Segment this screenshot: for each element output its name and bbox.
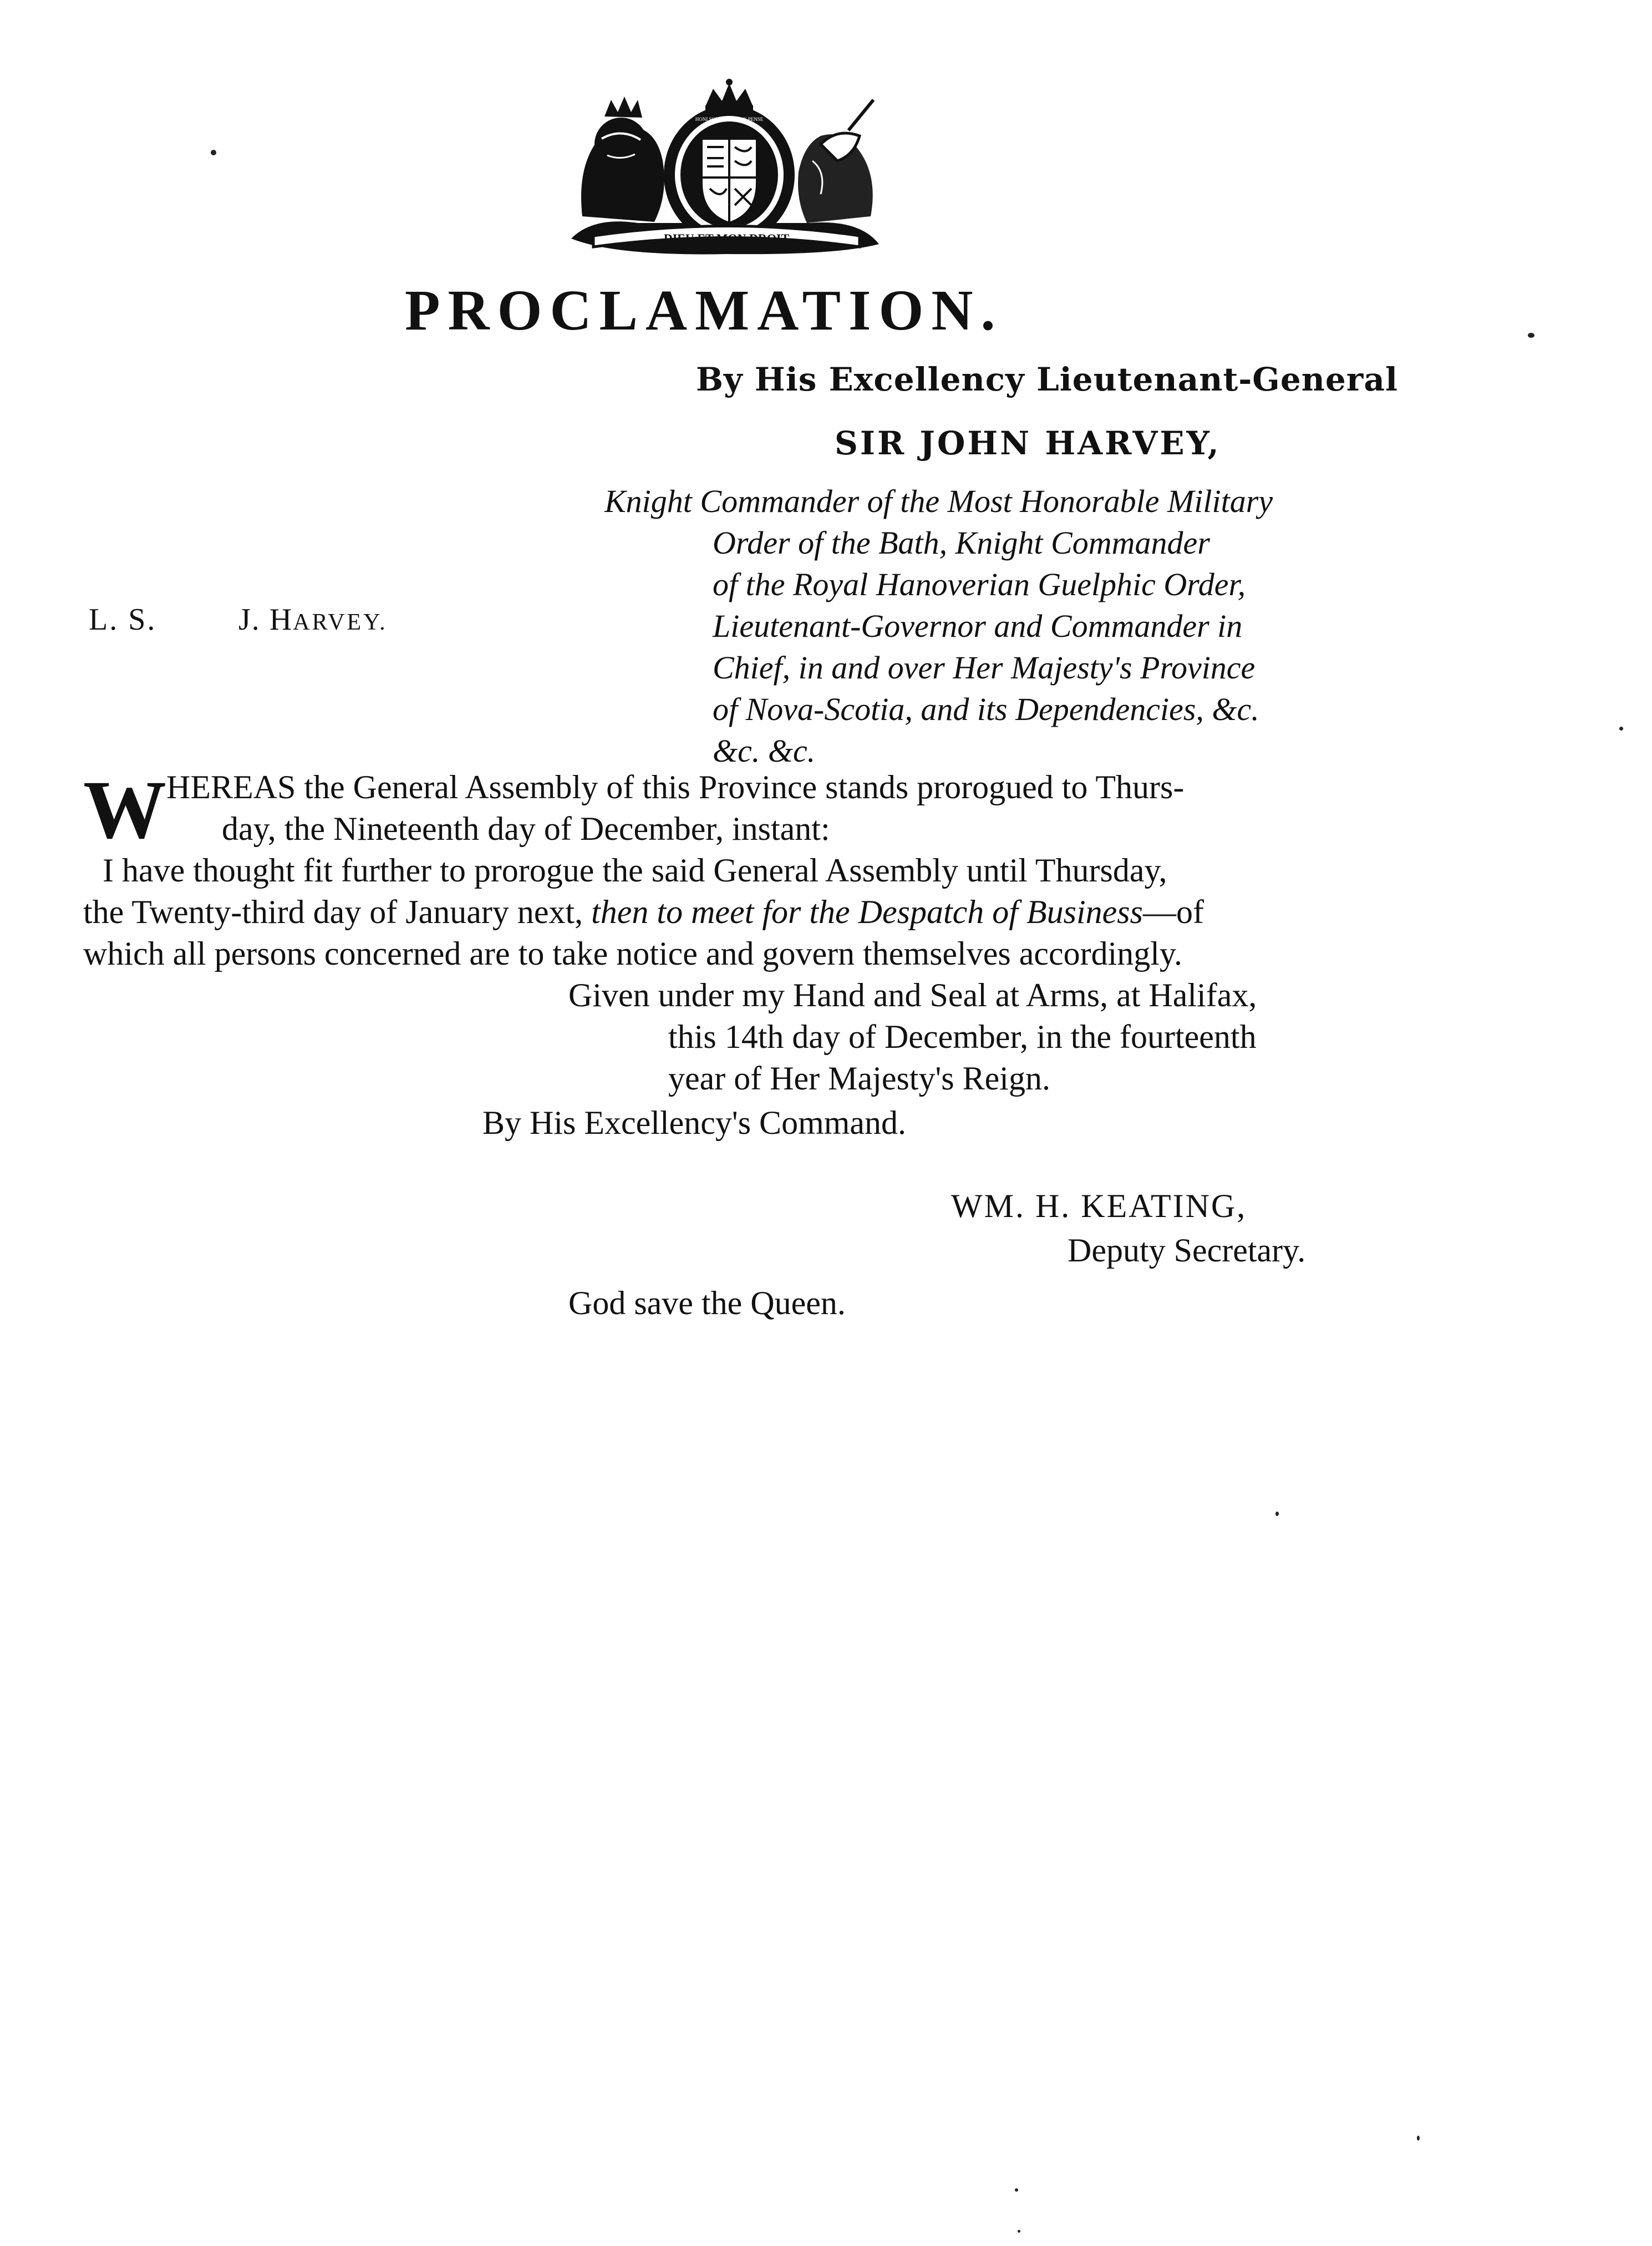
titles-line: of Nova-Scotia, and its Dependencies, &c.: [713, 691, 1259, 727]
scan-speck: [1015, 2188, 1018, 2192]
body-line: I have thought fit further to prorogue the said General Assembly until Thursday,: [103, 852, 1167, 889]
body-line: day, the Nineteenth day of December, instant:: [222, 810, 830, 847]
drop-cap: W: [83, 764, 166, 856]
seal-initial: J. H: [238, 602, 293, 637]
royal-coat-of-arms-icon: [560, 78, 887, 261]
command-line: By His Excellency's Command.: [482, 1104, 907, 1141]
body-line: [83, 893, 1204, 931]
governor-name: SIR JOHN HARVEY,: [835, 424, 1221, 462]
seal-ls-mark: L. S.: [89, 602, 157, 637]
body-line: HEREAS the General Assembly of this Province stands prorogued to Thurs-: [166, 769, 1185, 805]
given-line: this 14th day of December, in the fourteenth: [668, 1018, 1257, 1055]
titles-line: Lieutenant-Governor and Commander in: [713, 608, 1243, 644]
page-title: PROCLAMATION.: [405, 278, 1003, 342]
titles-line: &c. &c.: [713, 733, 816, 769]
given-line: year of Her Majesty's Reign.: [668, 1060, 1050, 1097]
scan-speck: [1275, 1512, 1279, 1516]
titles-line: Order of the Bath, Knight Commander: [713, 525, 1210, 561]
by-line: By His Excellency Lieutenant-General: [696, 361, 1398, 398]
titles-line: Knight Commander of the Most Honorable Military: [604, 483, 1273, 519]
body-italic-text: then to meet for the Despatch of Business: [591, 894, 1143, 930]
scan-speck: [211, 150, 216, 155]
scan-speck: [1528, 333, 1534, 338]
motto-text: DIEU ET MON DROIT: [663, 231, 790, 245]
titles-line: of the Royal Hanoverian Guelphic Order,: [713, 566, 1246, 602]
scan-speck: [1417, 2136, 1420, 2141]
garter-text: HONI SOIT QUI MAL Y PENSE: [695, 116, 764, 122]
signer-name: WM. H. KEATING,: [951, 1188, 1247, 1224]
scan-speck: [1619, 727, 1623, 731]
signer-title: Deputy Secretary.: [1068, 1232, 1306, 1269]
given-line: Given under my Hand and Seal at Arms, at Halifax,: [568, 977, 1257, 1013]
scan-speck: [1018, 2230, 1020, 2233]
titles-line: Chief, in and over Her Majesty's Province: [713, 650, 1255, 686]
seal-signature: [238, 602, 388, 637]
body-line: which all persons concerned are to take notice and govern themselves accordingly.: [83, 935, 1183, 972]
body-text: —of: [1142, 894, 1204, 930]
body-text: the Twenty-third day of January next,: [83, 894, 592, 930]
seal-surname: ARVEY.: [293, 610, 388, 635]
closing-line: God save the Queen.: [568, 1285, 846, 1321]
